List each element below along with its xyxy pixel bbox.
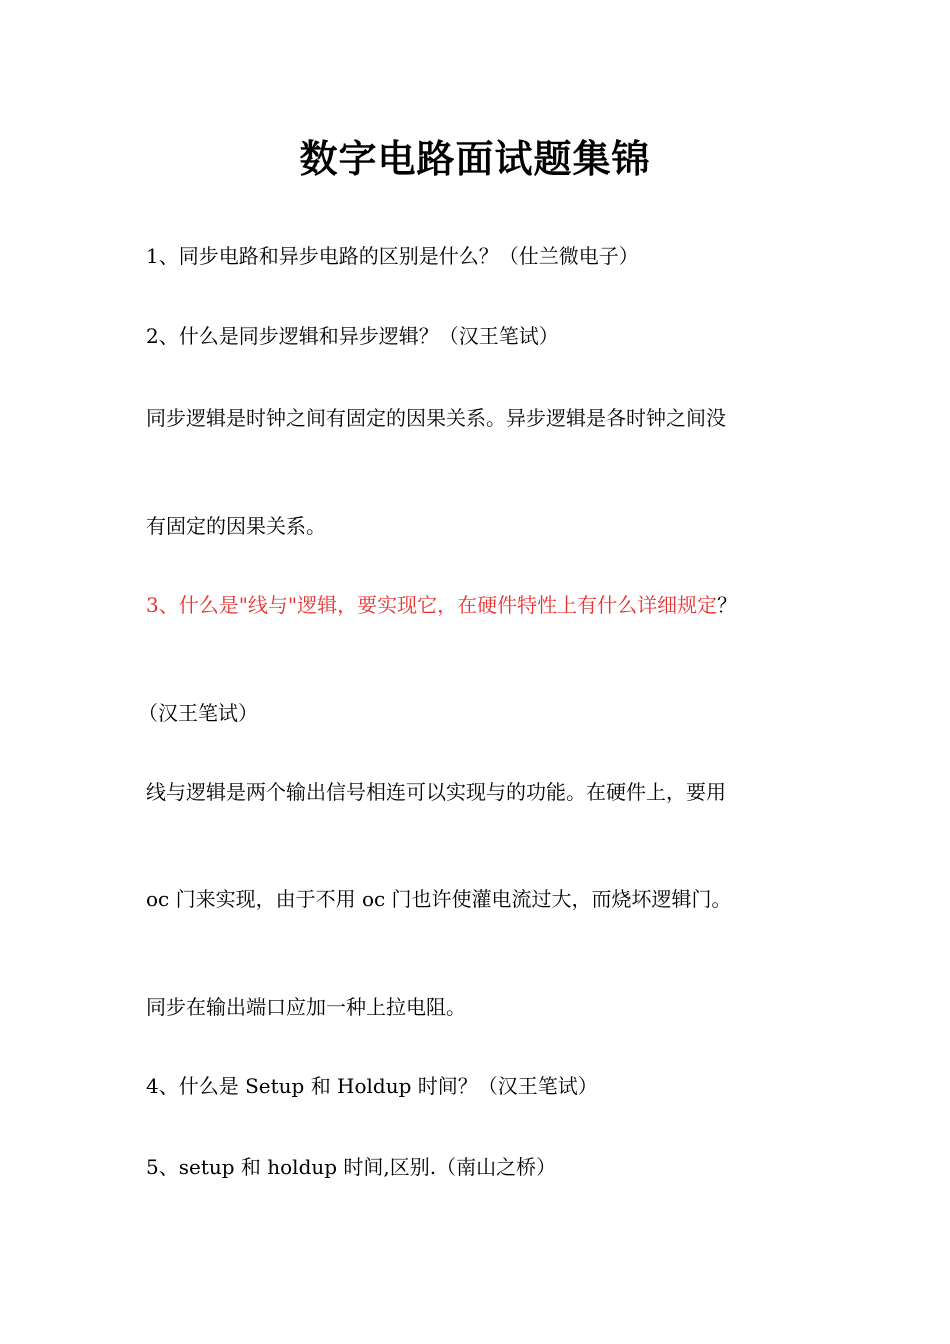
question-3-line-2: （汉王笔试） [138, 701, 258, 725]
question-1: 1、同步电路和异步电路的区别是什么？（仕兰微电子） [146, 244, 639, 268]
question-5: 5、setup 和 holdup 时间,区别.（南山之桥） [146, 1155, 557, 1179]
question-3-line-1 [146, 591, 737, 619]
answer-2-line-2: 有固定的因果关系。 [146, 514, 326, 538]
document-title: 数字电路面试题集锦 [299, 136, 651, 181]
answer-3-line-1: 线与逻辑是两个输出信号相连可以实现与的功能。在硬件上，要用 [146, 780, 726, 804]
question-3-question-mark: ？ [717, 593, 738, 617]
answer-2-line-1: 同步逻辑是时钟之间有固定的因果关系。异步逻辑是各时钟之间没 [146, 406, 726, 430]
answer-3-line-2: oc 门来实现，由于不用 oc 门也许使灌电流过大，而烧坏逻辑门。 [146, 887, 732, 911]
answer-3-line-3: 同步在输出端口应加一种上拉电阻。 [146, 995, 466, 1019]
question-2: 2、什么是同步逻辑和异步逻辑？（汉王笔试） [146, 324, 559, 348]
question-3-highlighted-text: 3、什么是"线与"逻辑，要实现它，在硬件特性上有什么详细规定 [146, 593, 718, 617]
question-4: 4、什么是 Setup 和 Holdup 时间？（汉王笔试） [146, 1074, 598, 1098]
